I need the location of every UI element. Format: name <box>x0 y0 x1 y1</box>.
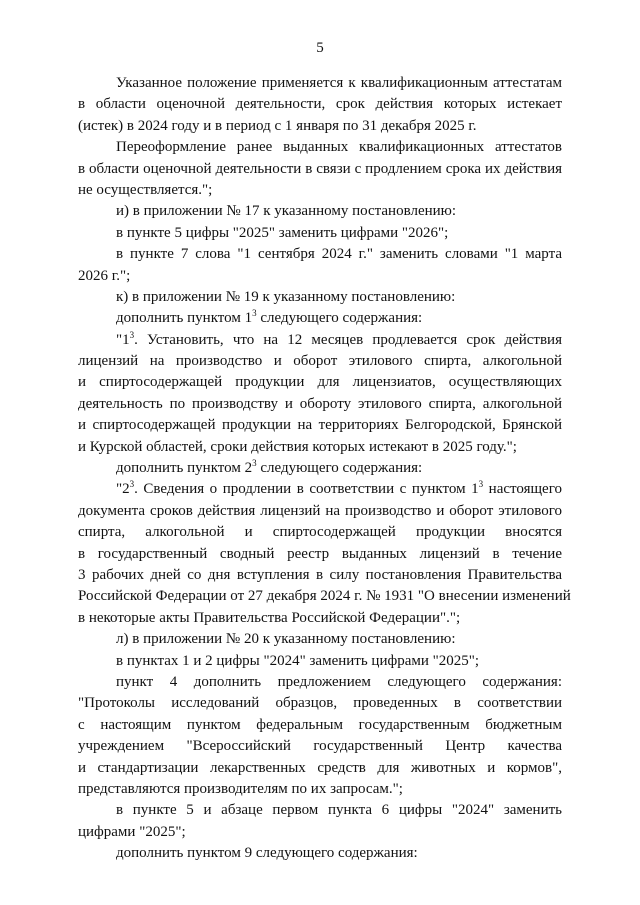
text-line: и спиртосодержащей продукции на территориях Белгородской, Брянской <box>78 417 562 434</box>
text-fragment: следующего содержания: <box>256 460 423 477</box>
text-line: цифрами "2025"; <box>78 823 186 840</box>
text-line: с настоящим пунктом федеральным государственным бюджетным <box>78 716 562 733</box>
text-line <box>78 479 562 500</box>
text-line: и стандартизации лекарственных средств для животных и кормов", <box>78 759 562 776</box>
page-number: 5 <box>316 40 324 56</box>
text-line: к) в приложении № 19 к указанному постановлению: <box>116 288 456 305</box>
text-line: и Курской областей, сроки действия которых истекают в 2025 году."; <box>78 438 517 455</box>
text-fragment: дополнить пунктом 1 <box>116 310 253 327</box>
text-line: не осуществляется."; <box>78 181 213 198</box>
superscript: 3 <box>478 479 484 490</box>
text-fragment: . Сведения о продлении в соответствии с пунктом 1 <box>134 481 479 498</box>
text-line: 3 рабочих дней со дня вступления в силу постановления Правительства <box>78 566 562 583</box>
text-line: (истек) в 2024 году и в период с 1 января по 31 декабря 2025 г. <box>78 117 477 134</box>
text-line: спирта, алкогольной и спиртосодержащей продукции вносятся <box>78 524 562 541</box>
text-line <box>78 330 562 351</box>
superscript: 3 <box>252 458 257 469</box>
text-fragment: следующего содержания: <box>256 310 423 327</box>
text-line: Переоформление ранее выданных квалификационных аттестатов <box>116 139 562 156</box>
text-line: в некоторые акты Правительства Российской Федерации"."; <box>78 609 461 626</box>
superscript: 3 <box>129 479 135 490</box>
text-line: пункт 4 дополнить предложением следующего содержания: <box>116 673 562 690</box>
text-line: дополнить пунктом 9 следующего содержания: <box>116 845 418 862</box>
text-fragment: настоящего <box>483 481 562 498</box>
text-line: л) в приложении № 20 к указанному постановлению: <box>116 631 456 648</box>
text-line: учреждением "Всероссийский государственный Центр качества <box>78 738 562 755</box>
text-fragment: "1 <box>116 331 130 348</box>
text-line: в пункте 5 цифры "2025" заменить цифрами "2026"; <box>116 224 449 241</box>
superscript: 3 <box>129 329 135 340</box>
text-line: в государственный сводный реестр выданных лицензий в течение <box>78 545 562 562</box>
text-line: в области оценочной деятельности в связи с продлением срока их действия <box>78 160 562 177</box>
text-line: лицензий на производство и оборот этилового спирта, алкогольной <box>78 353 562 370</box>
text-line <box>78 458 562 479</box>
text-fragment: "2 <box>116 481 130 498</box>
text-line <box>78 308 562 329</box>
document-body <box>78 73 571 864</box>
text-fragment: дополнить пунктом 2 <box>116 460 253 477</box>
text-line: Российской Федерации от 27 декабря 2024 г. № 1931 "О внесении изменений <box>78 588 571 605</box>
text-line: Указанное положение применяется к квалификационным аттестатам <box>116 75 562 91</box>
text-line: "Протоколы исследований образцов, проведенных в соответствии <box>78 695 562 712</box>
text-line: 2026 г."; <box>78 267 131 284</box>
text-line: документа сроков действия лицензий на производство и оборот этилового <box>78 502 562 519</box>
superscript: 3 <box>252 308 257 319</box>
text-line: и) в приложении № 17 к указанному постановлению: <box>116 203 457 220</box>
text-line: в пункте 7 слова "1 сентября 2024 г." заменить словами "1 марта <box>116 246 562 263</box>
text-line: в области оценочной деятельности, срок действия которых истекает <box>78 96 562 113</box>
text-line: деятельность по производству и обороту этилового спирта, алкогольной <box>78 395 562 412</box>
text-line: и спиртосодержащей продукции для лицензиатов, осуществляющих <box>78 374 562 391</box>
text-line: представляются производителям по их запросам."; <box>78 780 403 797</box>
text-line: в пунктах 1 и 2 цифры "2024" заменить цифрами "2025"; <box>116 652 480 669</box>
text-fragment: . Установить, что на 12 месяцев продлевается срок действия <box>134 331 562 348</box>
text-line: в пункте 5 и абзаце первом пункта 6 цифры "2024" заменить <box>116 802 562 819</box>
